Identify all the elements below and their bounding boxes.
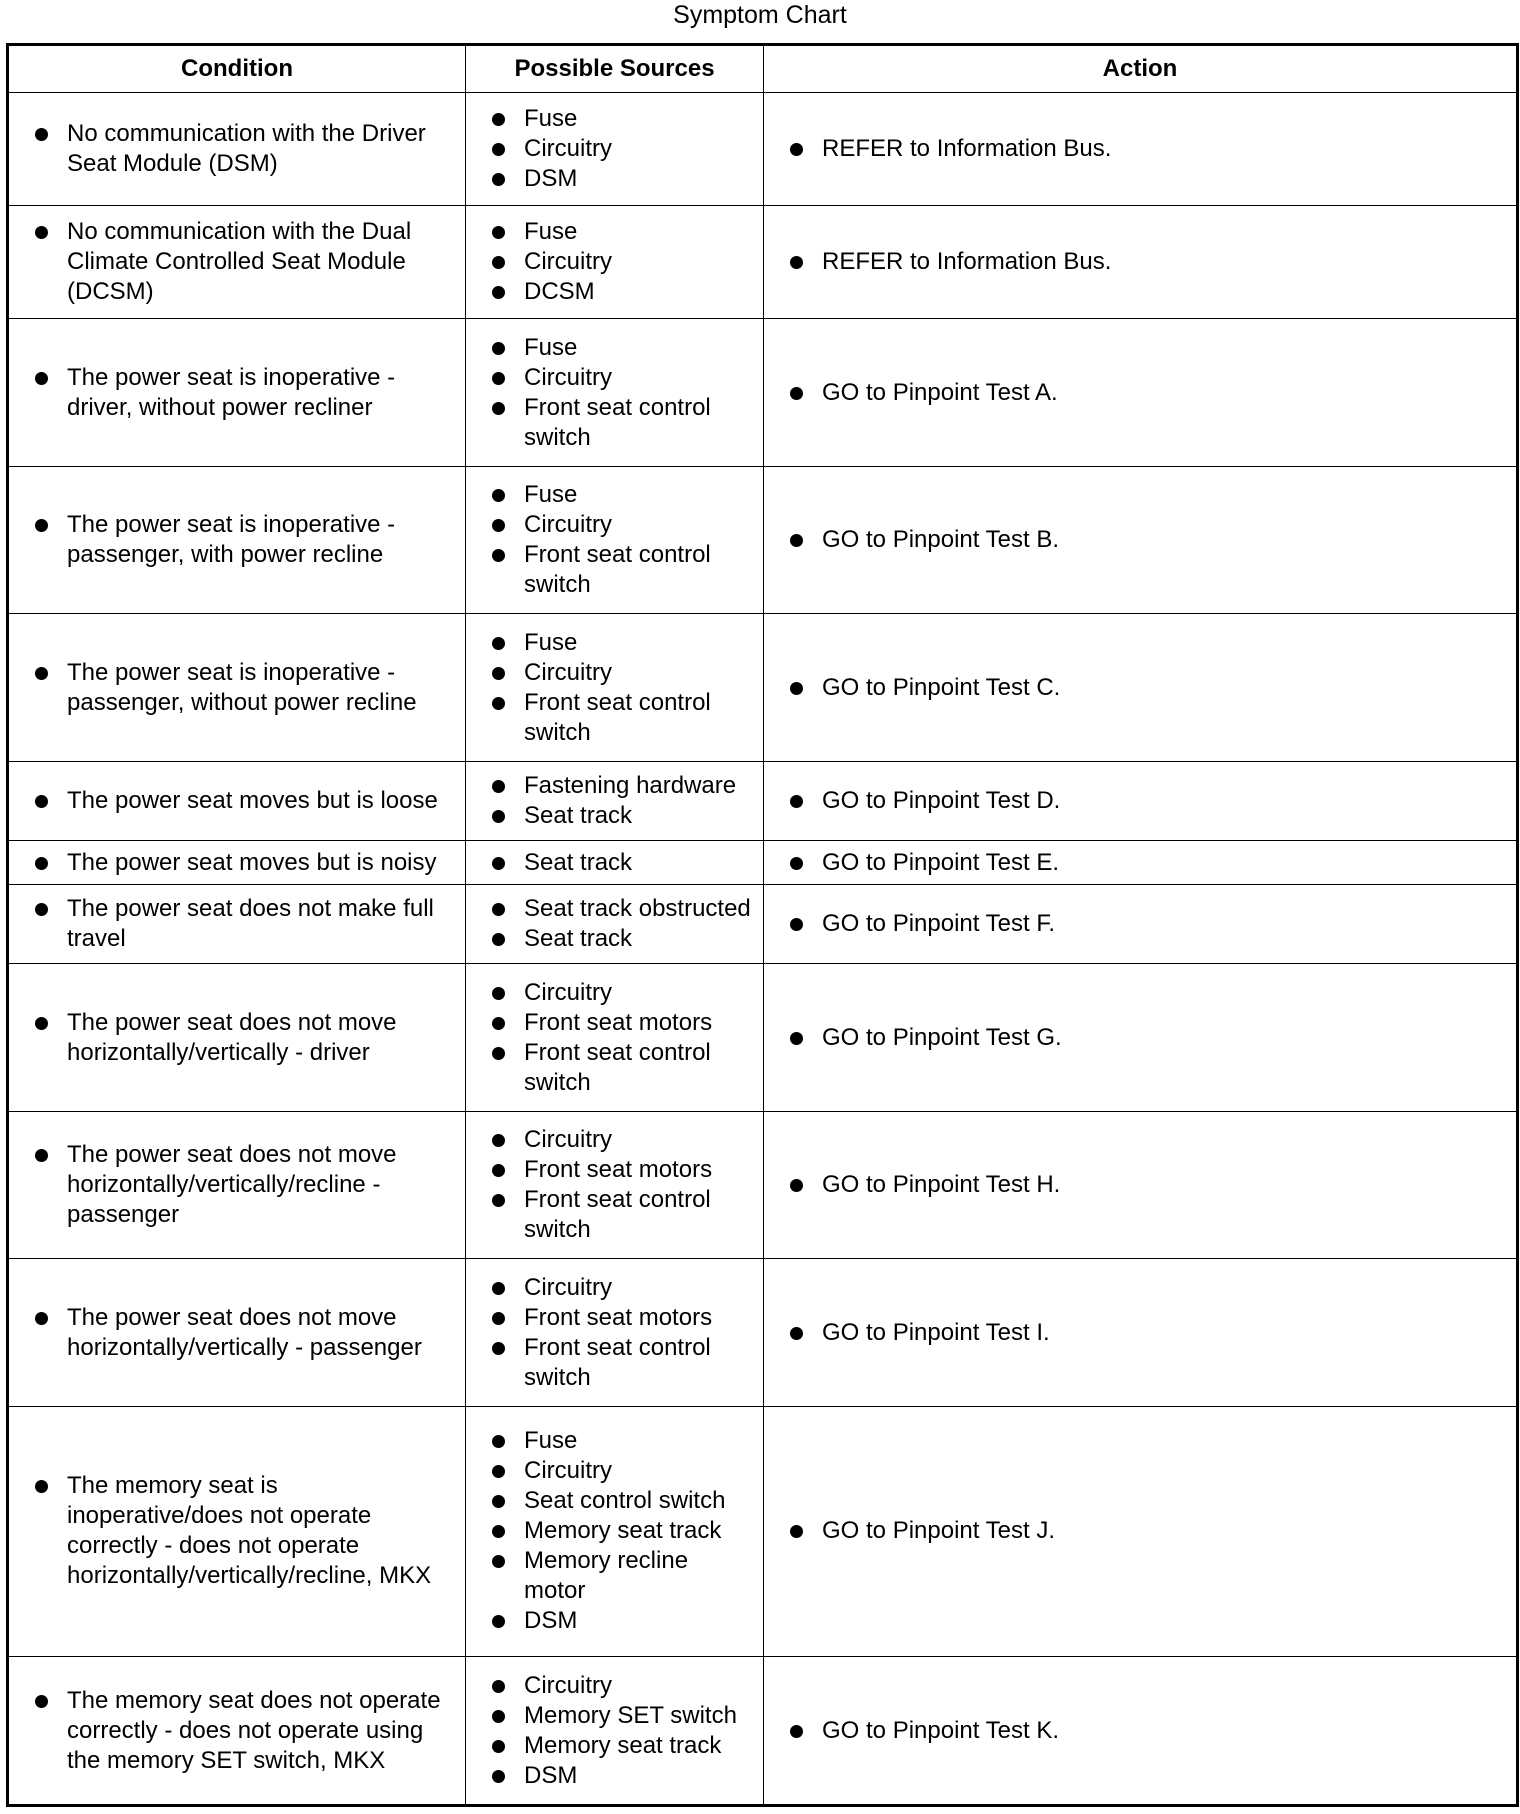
action-list (764, 1318, 1506, 1348)
action-text: GO to Pinpoint Test F. (764, 909, 1506, 939)
chart-caption: Symptom Chart (673, 1, 847, 29)
sources-list (466, 217, 753, 307)
condition-text: The power seat moves but is loose (9, 786, 455, 816)
possible-sources-cell (466, 93, 764, 206)
action-list (764, 1023, 1506, 1053)
source-item: Fuse (466, 217, 753, 247)
condition-list (9, 786, 455, 816)
condition-cell (8, 840, 466, 885)
condition-cell (8, 1259, 466, 1407)
condition-list (9, 510, 455, 570)
condition-list (9, 894, 455, 954)
source-item: Memory seat track (466, 1516, 753, 1546)
action-cell (764, 466, 1518, 614)
header-possible-sources: Possible Sources (466, 45, 764, 93)
source-item: Front seat control switch (466, 1038, 753, 1098)
action-cell (764, 319, 1518, 467)
condition-cell (8, 1111, 466, 1259)
action-list (764, 378, 1506, 408)
source-item: Fastening hardware (466, 771, 753, 801)
possible-sources-cell (466, 964, 764, 1112)
possible-sources-cell (466, 761, 764, 840)
source-item: Circuitry (466, 978, 753, 1008)
action-text: GO to Pinpoint Test A. (764, 378, 1506, 408)
source-item: Front seat control switch (466, 393, 753, 453)
source-item: Memory recline motor (466, 1546, 753, 1606)
action-list (764, 1170, 1506, 1200)
condition-cell (8, 885, 466, 964)
source-item: Memory SET switch (466, 1701, 753, 1731)
action-list (764, 525, 1506, 555)
action-list (764, 909, 1506, 939)
condition-list (9, 658, 455, 718)
possible-sources-cell (466, 1406, 764, 1656)
source-item: Circuitry (466, 134, 753, 164)
condition-text: The power seat is inoperative - driver, without power recliner (9, 363, 455, 423)
sources-list (466, 771, 753, 831)
source-item: Circuitry (466, 510, 753, 540)
condition-text: The power seat moves but is noisy (9, 848, 455, 878)
source-item: Fuse (466, 628, 753, 658)
table-row (8, 964, 1518, 1112)
condition-list (9, 363, 455, 423)
source-item: Front seat motors (466, 1303, 753, 1333)
sources-list (466, 894, 753, 954)
source-item: Circuitry (466, 1125, 753, 1155)
condition-list (9, 1686, 455, 1776)
condition-list (9, 217, 455, 307)
action-list (764, 673, 1506, 703)
sources-list (466, 1426, 753, 1636)
table-row (8, 614, 1518, 762)
table-row (8, 1406, 1518, 1656)
header-row (8, 45, 1518, 93)
source-item: DSM (466, 1606, 753, 1636)
sources-list (466, 978, 753, 1098)
condition-cell (8, 964, 466, 1112)
table-row (8, 319, 1518, 467)
source-item: Memory seat track (466, 1731, 753, 1761)
source-item: Seat track (466, 801, 753, 831)
sources-list (466, 104, 753, 194)
action-text: GO to Pinpoint Test E. (764, 848, 1506, 878)
table-row (8, 840, 1518, 885)
symptom-chart-table (6, 43, 1519, 1807)
action-list (764, 1716, 1506, 1746)
action-cell (764, 614, 1518, 762)
possible-sources-cell (466, 1259, 764, 1407)
condition-text: The memory seat does not operate correctly - does not operate using the memory SET switch, MKX (9, 1686, 455, 1776)
source-item: Fuse (466, 480, 753, 510)
table-row (8, 1657, 1518, 1806)
action-text: GO to Pinpoint Test J. (764, 1516, 1506, 1546)
source-item: Circuitry (466, 363, 753, 393)
action-list (764, 1516, 1506, 1546)
possible-sources-cell (466, 885, 764, 964)
condition-text: The power seat does not move horizontally/vertically - driver (9, 1008, 455, 1068)
sources-list (466, 1273, 753, 1393)
source-item: Front seat motors (466, 1008, 753, 1038)
condition-cell (8, 1406, 466, 1656)
condition-text: No communication with the Dual Climate Controlled Seat Module (DCSM) (9, 217, 455, 307)
action-text: REFER to Information Bus. (764, 247, 1506, 277)
possible-sources-cell (466, 614, 764, 762)
condition-cell (8, 206, 466, 319)
source-item: DSM (466, 1761, 753, 1791)
action-cell (764, 1406, 1518, 1656)
action-cell (764, 1259, 1518, 1407)
condition-list (9, 1303, 455, 1363)
condition-cell (8, 319, 466, 467)
table-row (8, 1111, 1518, 1259)
condition-text: The power seat does not move horizontally/vertically/recline - passenger (9, 1140, 455, 1230)
action-cell (764, 885, 1518, 964)
action-list (764, 786, 1506, 816)
possible-sources-cell (466, 319, 764, 467)
action-text: GO to Pinpoint Test I. (764, 1318, 1506, 1348)
source-item: Circuitry (466, 247, 753, 277)
action-text: REFER to Information Bus. (764, 134, 1506, 164)
action-text: GO to Pinpoint Test D. (764, 786, 1506, 816)
table-row (8, 466, 1518, 614)
condition-text: The memory seat is inoperative/does not operate correctly - does not operate horizontally/vertically/recline, MKX (9, 1471, 455, 1591)
source-item: Fuse (466, 1426, 753, 1456)
source-item: Front seat control switch (466, 540, 753, 600)
source-item: Front seat motors (466, 1155, 753, 1185)
sources-list (466, 480, 753, 600)
table-row (8, 761, 1518, 840)
possible-sources-cell (466, 466, 764, 614)
source-item: Seat track (466, 924, 753, 954)
condition-list (9, 848, 455, 878)
condition-cell (8, 1657, 466, 1806)
action-cell (764, 1111, 1518, 1259)
source-item: Circuitry (466, 1456, 753, 1486)
action-cell (764, 1657, 1518, 1806)
condition-text: The power seat is inoperative - passenger, without power recline (9, 658, 455, 718)
possible-sources-cell (466, 206, 764, 319)
source-item: Front seat control switch (466, 1333, 753, 1393)
action-text: GO to Pinpoint Test G. (764, 1023, 1506, 1053)
condition-list (9, 1140, 455, 1230)
action-list (764, 247, 1506, 277)
condition-cell (8, 614, 466, 762)
condition-cell (8, 466, 466, 614)
source-item: DSM (466, 164, 753, 194)
source-item: Seat control switch (466, 1486, 753, 1516)
condition-text: The power seat is inoperative - passenger, with power recline (9, 510, 455, 570)
action-text: GO to Pinpoint Test C. (764, 673, 1506, 703)
action-list (764, 848, 1506, 878)
table-body (8, 93, 1518, 1806)
condition-text: The power seat does not move horizontally/vertically - passenger (9, 1303, 455, 1363)
header-condition: Condition (8, 45, 466, 93)
condition-cell (8, 761, 466, 840)
action-text: GO to Pinpoint Test H. (764, 1170, 1506, 1200)
action-text: GO to Pinpoint Test K. (764, 1716, 1506, 1746)
action-cell (764, 93, 1518, 206)
header-action: Action (764, 45, 1518, 93)
action-cell (764, 964, 1518, 1112)
condition-list (9, 1471, 455, 1591)
source-item: Circuitry (466, 1273, 753, 1303)
source-item: Fuse (466, 104, 753, 134)
table-row (8, 885, 1518, 964)
sources-list (466, 628, 753, 748)
action-text: GO to Pinpoint Test B. (764, 525, 1506, 555)
source-item: Seat track (466, 848, 753, 878)
source-item: Circuitry (466, 1671, 753, 1701)
table-row (8, 206, 1518, 319)
condition-text: The power seat does not make full travel (9, 894, 455, 954)
action-cell (764, 206, 1518, 319)
sources-list (466, 1671, 753, 1791)
source-item: Seat track obstructed (466, 894, 753, 924)
action-list (764, 134, 1506, 164)
condition-cell (8, 93, 466, 206)
condition-text: No communication with the Driver Seat Module (DSM) (9, 119, 455, 179)
table-row (8, 93, 1518, 206)
source-item: Front seat control switch (466, 688, 753, 748)
possible-sources-cell (466, 1657, 764, 1806)
source-item: Circuitry (466, 658, 753, 688)
source-item: DCSM (466, 277, 753, 307)
action-cell (764, 840, 1518, 885)
condition-list (9, 1008, 455, 1068)
sources-list (466, 333, 753, 453)
source-item: Front seat control switch (466, 1185, 753, 1245)
action-cell (764, 761, 1518, 840)
table-row (8, 1259, 1518, 1407)
sources-list (466, 848, 753, 878)
condition-list (9, 119, 455, 179)
possible-sources-cell (466, 840, 764, 885)
source-item: Fuse (466, 333, 753, 363)
sources-list (466, 1125, 753, 1245)
possible-sources-cell (466, 1111, 764, 1259)
